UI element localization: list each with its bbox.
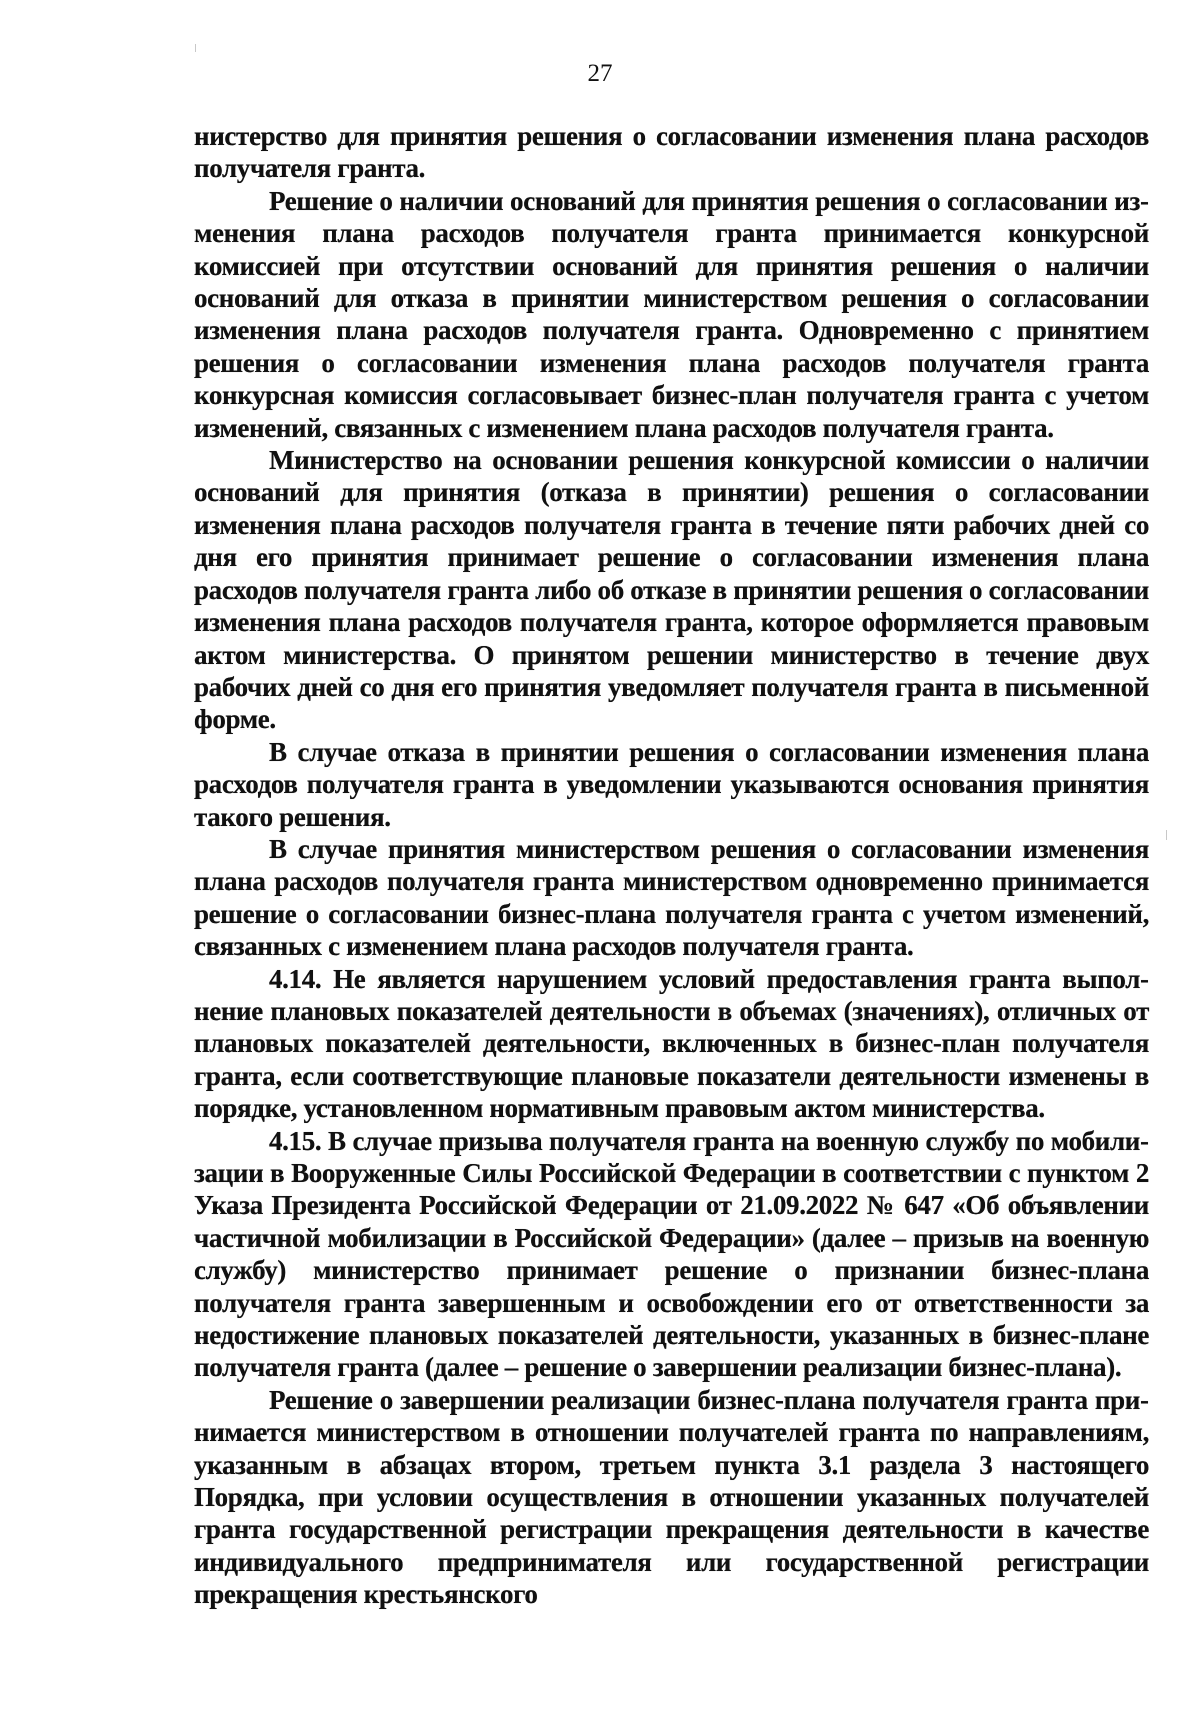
- paragraph: Министерство на основании решения конкурсной комиссии о наличии оснований для принятия (отказа в принятии) решения о согласовании изменения плана расходов получателя гранта в течение пяти рабочих дней со дня его принятия принимает решение о согласовании изменения плана расходов получателя гранта либо об отказе в принятии решения о согласовании изменения плана расходов получателя гранта, которое оформляется правовым актом министерства. О принятом решении министерство в течение двух рабочих дней со дня его принятия уведомляет получателя гранта в письменной форме.: [194, 445, 1149, 735]
- paragraph: В случае отказа в принятии решения о согласовании изменения плана расходов получателя гранта в уведомлении указываются основания принятия такого решения.: [194, 736, 1149, 832]
- body-text: [194, 120, 1149, 1611]
- paragraph-continuation: нистерство для принятия решения о согласовании изменения плана расходов получателя гранта.: [194, 121, 1149, 184]
- scan-artifact: [1166, 830, 1167, 840]
- paragraph: В случае принятия министерством решения о согласовании изменения плана расходов получателя гранта министерством одновременно принимается решение о согласовании бизнес-плана получателя гранта с учетом изменений, связанных с изменением плана расходов получателя гранта.: [194, 833, 1149, 962]
- page-number: 27: [587, 60, 613, 87]
- paragraph: Решение о наличии оснований для принятия решения о согласовании изменения плана расходов получателя гранта принимается конкурсной комиссией при отсутствии оснований для принятия решения о наличии оснований для отказа в принятии министерством решения о согласовании изменения плана расходов получателя гранта. Одновременно с принятием решения о согласовании изменения плана расходов получателя гранта конкурсная комиссия согласовывает бизнес-план получателя гранта с учетом изменений, связанных с изменением плана расходов получателя гранта.: [194, 185, 1149, 443]
- paragraph-4-14: 4.14. Не является нарушением условий предоставления гранта выполнение плановых показателей деятельности в объемах (значениях), отличных от плановых показателей деятельности, включенных в бизнес-план получателя гранта, если соответствующие плановые показатели деятельности изменены в порядке, установленном нормативным правовым актом министерства.: [194, 963, 1149, 1124]
- paragraph-4-15: 4.15. В случае призыва получателя гранта на военную службу по мобилизации в Вооруженные Силы Российской Федерации в соответствии с пунктом 2 Указа Президента Российской Федерации от 21.09.2022 № 647 «Об объявлении частичной мобилизации в Российской Федерации» (далее – призыв на военную службу) министерство принимает решение о признании бизнес-плана получателя гранта завершенным и освобождении его от ответственности за недостижение плановых показателей деятельности, указанных в бизнес-плане получателя гранта (далее – решение о завершении реализации бизнес-плана).: [194, 1125, 1149, 1383]
- scan-artifact: [195, 44, 196, 52]
- paragraph: Решение о завершении реализации бизнес-плана получателя гранта принимается министерством в отношении получателей гранта по направлениям, указанным в абзацах втором, третьем пункта 3.1 раздела 3 настоящего Порядка, при условии осуществления в отношении указанных получателей гранта государственной регистрации прекращения деятельности в качестве индивидуального предпринимателя или государственной регистрации прекращения крестьянского: [194, 1384, 1149, 1610]
